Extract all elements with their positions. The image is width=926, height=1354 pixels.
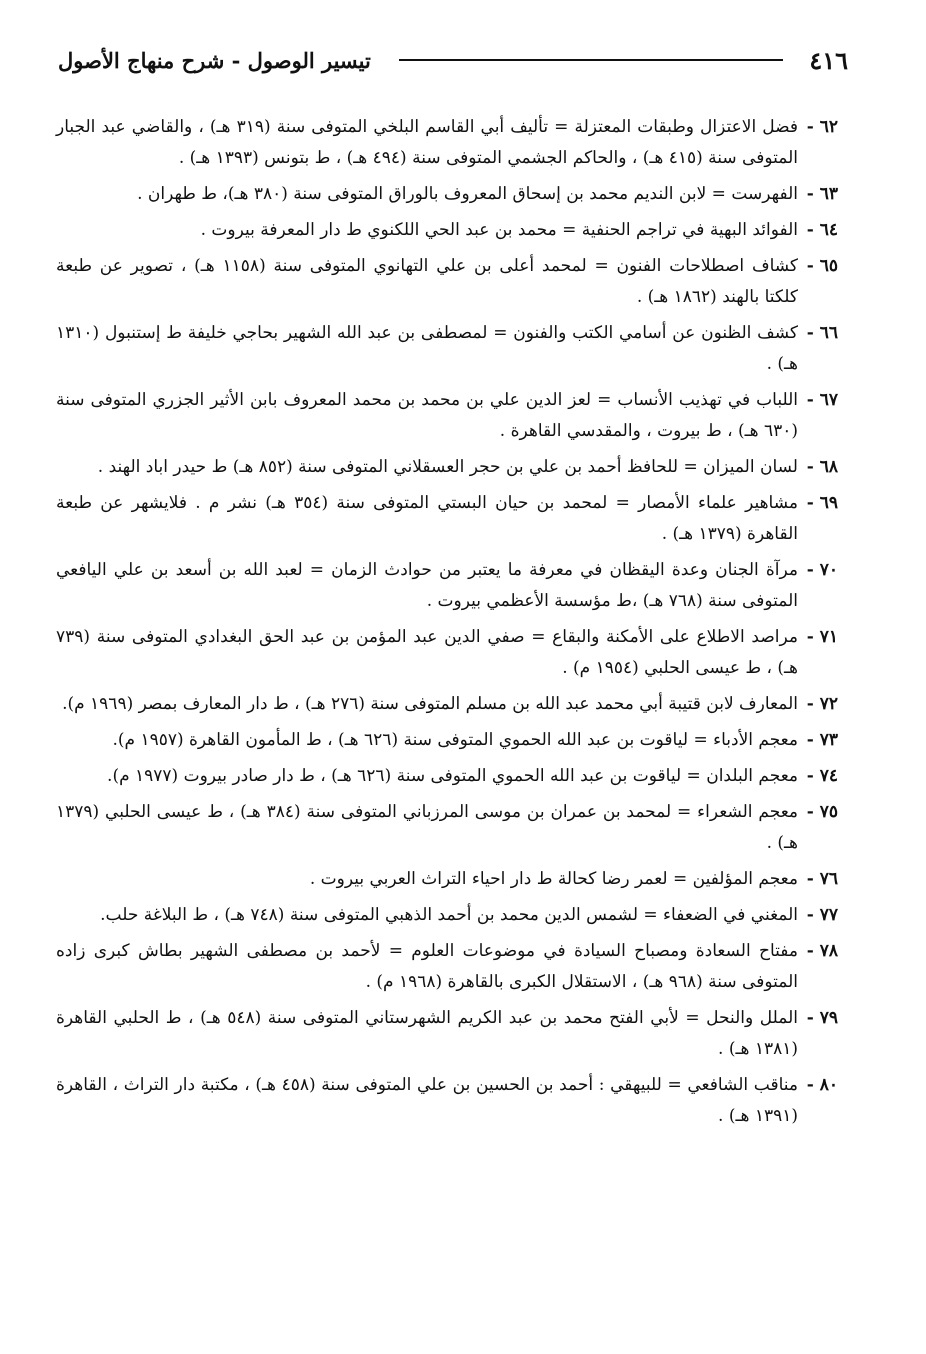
bibliography-entry xyxy=(56,1070,838,1132)
bibliography-entry xyxy=(56,761,838,792)
entry-number: ٦٧ - xyxy=(806,390,838,410)
bibliography-entry xyxy=(56,622,838,684)
entry-number: ٨٠ - xyxy=(806,1075,838,1095)
bibliography-entry xyxy=(56,725,838,756)
entry-number: ٧٤ - xyxy=(806,766,838,786)
entry-number: ٦٤ - xyxy=(806,220,838,240)
running-title: تيسير الوصول - شرح منهاج الأصول xyxy=(58,47,371,73)
entry-text: كشاف اصطلاحات الفنون = لمحمد أعلى بن علي التهانوي المتوفى سنة (١١٥٨ هـ) ، تصوير عن طبعة كلكتا بالهند (١٨٦٢ هـ) . xyxy=(56,256,799,307)
entry-number: ٦٣ - xyxy=(806,184,838,204)
entry-number: ٧٧ - xyxy=(806,905,838,925)
entry-text: المغني في الضعفاء = لشمس الدين محمد بن أحمد الذهبي المتوفى سنة (٧٤٨ هـ) ، ط البلاغة حلب. xyxy=(100,905,798,925)
bibliography-entry xyxy=(56,936,838,998)
bibliography-entry xyxy=(56,112,838,174)
entry-text: الفوائد البهية في تراجم الحنفية = محمد بن عبد الحي اللكنوي ط دار المعرفة بيروت . xyxy=(200,220,798,240)
bibliography-entry xyxy=(56,318,838,380)
entry-number: ٧١ - xyxy=(806,627,838,647)
entry-number: ٧٠ - xyxy=(806,560,838,580)
bibliography-entry xyxy=(56,689,838,720)
page-header xyxy=(58,40,848,80)
bibliography-entry xyxy=(56,385,838,447)
entry-text: مناقب الشافعي = للبيهقي : أحمد بن الحسين بن علي المتوفى سنة (٤٥٨ هـ) ، مكتبة دار التراث ، القاهرة (١٣٩١ هـ) . xyxy=(56,1075,798,1126)
entry-number: ٧٣ - xyxy=(806,730,838,750)
bibliography-entry xyxy=(56,452,838,483)
entry-text: فضل الاعتزال وطبقات المعتزلة = تأليف أبي القاسم البلخي المتوفى سنة (٣١٩ هـ) ، والقاضي عبد الجبار المتوفى سنة (٤١٥ هـ) ، والحاكم الجشمي المتوفى سنة (٤٩٤ هـ) ، ط بتونس (١٣٩٣ هـ) . xyxy=(56,117,799,168)
entry-text: المعارف لابن قتيبة أبي محمد عبد الله بن مسلم المتوفى سنة (٢٧٦ هـ) ، ط دار المعارف بمصر (١٩٦٩ م). xyxy=(62,694,798,714)
entry-text: معجم الأدباء = لياقوت بن عبد الله الحموي المتوفى سنة (٦٢٦ هـ) ، ط المأمون القاهرة (١٩٥٧ م). xyxy=(112,730,798,750)
entry-text: الفهرست = لابن النديم محمد بن إسحاق المعروف بالوراق المتوفى سنة (٣٨٠ هـ)، ط طهران . xyxy=(137,184,798,204)
entry-text: مشاهير علماء الأمصار = لمحمد بن حيان البستي المتوفى سنة (٣٥٤ هـ) نشر م . فلايشهر عن طبعة القاهرة (١٣٧٩ هـ) . xyxy=(56,493,798,544)
entry-number: ٧٨ - xyxy=(806,941,838,961)
entry-number: ٦٦ - xyxy=(806,323,838,343)
entry-number: ٧٥ - xyxy=(806,802,838,822)
entry-text: اللباب في تهذيب الأنساب = لعز الدين علي بن محمد بن محمد المعروف بابن الأثير الجزري المتوفى سنة (٦٣٠ هـ) ، ط بيروت ، والمقدسي القاهرة . xyxy=(56,390,798,441)
page-number: ٤١٦ xyxy=(809,45,848,75)
entry-text: لسان الميزان = للحافظ أحمد بن علي بن حجر العسقلاني المتوفى سنة (٨٥٢ هـ) ط حيدر اباد الهند . xyxy=(97,457,798,477)
bibliography-entry xyxy=(56,555,838,617)
header-rule xyxy=(399,59,783,61)
bibliography-entry xyxy=(56,179,838,210)
entry-text: الملل والنحل = لأبي الفتح محمد بن عبد الكريم الشهرستاني المتوفى سنة (٥٤٨ هـ) ، ط الحلبي القاهرة (١٣٨١ هـ) . xyxy=(56,1008,798,1059)
entry-text: كشف الظنون عن أسامي الكتب والفنون = لمصطفى بن عبد الله الشهير بحاجي خليفة ط إستنبول (١٣١٠ هـ) . xyxy=(56,323,798,374)
bibliography-entry xyxy=(56,1003,838,1065)
entry-number: ٧٩ - xyxy=(806,1008,838,1028)
entry-number: ٦٨ - xyxy=(806,457,838,477)
entry-number: ٦٩ - xyxy=(806,493,838,513)
entry-text: معجم الشعراء = لمحمد بن عمران بن موسى المرزباني المتوفى سنة (٣٨٤ هـ) ، ط عيسى الحلبي (١٣٧٩ هـ) . xyxy=(56,802,798,853)
bibliography-entry xyxy=(56,488,838,550)
bibliography-list xyxy=(56,112,838,1137)
entry-number: ٦٢ - xyxy=(806,117,838,137)
entry-number: ٦٥ - xyxy=(806,256,838,276)
entry-text: معجم المؤلفين = لعمر رضا كحالة ط دار احياء التراث العربي بيروت . xyxy=(309,869,798,889)
entry-text: مرآة الجنان وعدة اليقظان في معرفة ما يعتبر من حوادث الزمان = لعبد الله بن أسعد بن علي اليافعي المتوفى سنة (٧٦٨ هـ) ،ط مؤسسة الأعظمي بيروت . xyxy=(56,560,798,611)
bibliography-entry xyxy=(56,215,838,246)
bibliography-entry xyxy=(56,251,838,313)
bibliography-entry xyxy=(56,864,838,895)
entry-number: ٧٦ - xyxy=(806,869,838,889)
entry-text: مفتاح السعادة ومصباح السيادة في موضوعات العلوم = لأحمد بن مصطفى الشهير بطاش كبرى زاده المتوفى سنة (٩٦٨ هـ) ، الاستقلال الكبرى بالقاهرة (١٩٦٨ م) . xyxy=(56,941,798,992)
bibliography-entry xyxy=(56,900,838,931)
entry-number: ٧٢ - xyxy=(806,694,838,714)
entry-text: مراصد الاطلاع على الأمكنة والبقاع = صفي الدين عبد المؤمن بن عبد الحق البغدادي المتوفى سنة (٧٣٩ هـ) ، ط عيسى الحلبي (١٩٥٤ م) . xyxy=(56,627,798,678)
entry-text: معجم البلدان = لياقوت بن عبد الله الحموي المتوفى سنة (٦٢٦ هـ) ، ط دار صادر بيروت (١٩٧٧ م). xyxy=(107,766,798,786)
bibliography-entry xyxy=(56,797,838,859)
